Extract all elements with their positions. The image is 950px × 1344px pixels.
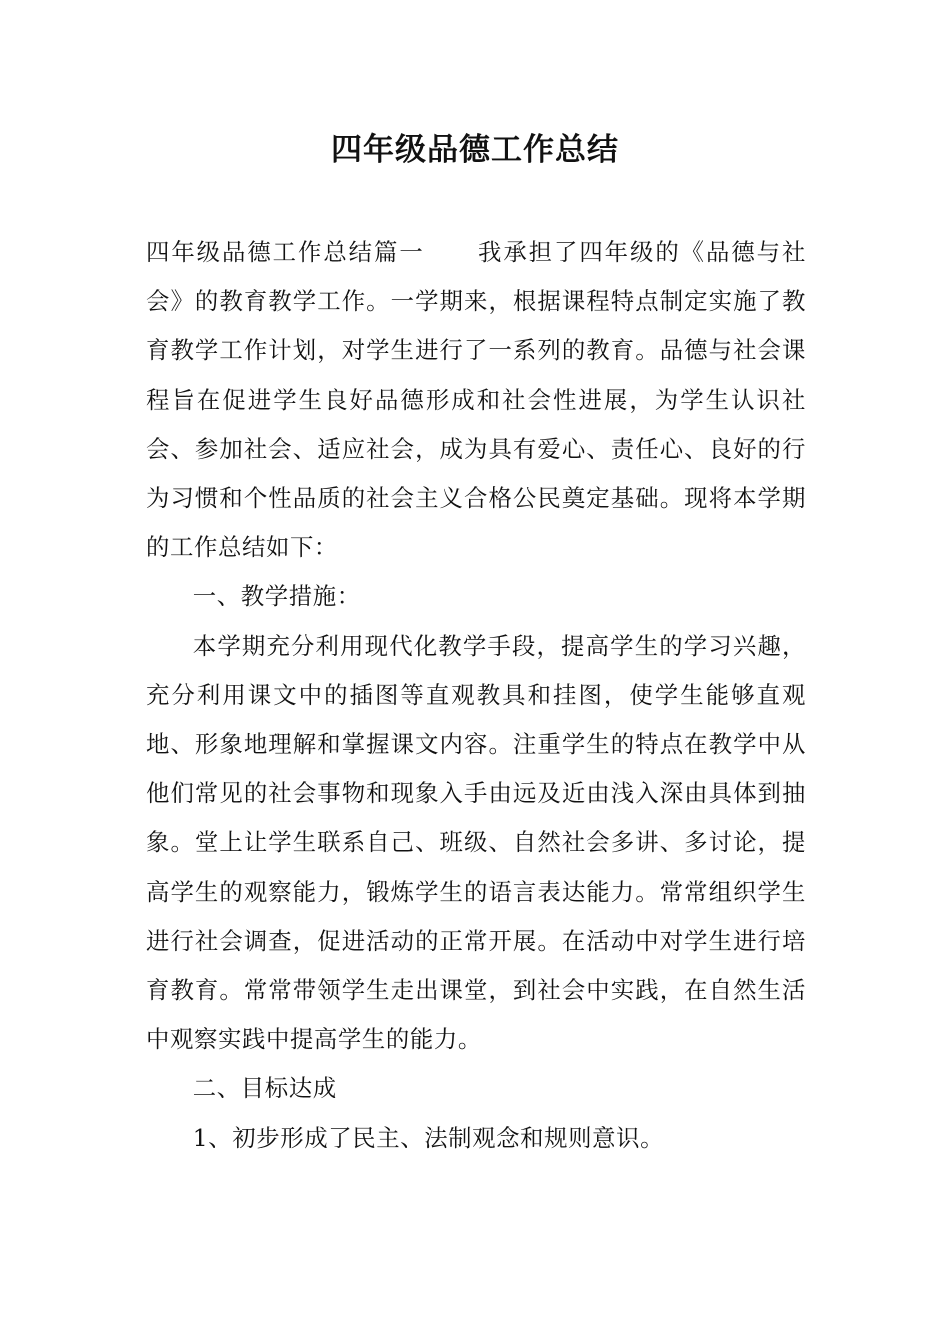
section2-heading: 二、目标达成 [192, 1074, 337, 1103]
document-body [146, 228, 806, 1163]
intro-text: 我承担了四年级的《品德与社会》的教育教学工作。一学期来，根据课程特点制定实施了教育教学工作计划，对学生进行了一系列的教育。品德与社会课程旨在促进学生良好品德形成和社会性进展，为学生认识社会、参加社会、适应社会，成为具有爱心、责任心、良好的行为习惯和个性品质的社会主义合格公民奠定基础。现将本学期的工作总结如下： [146, 238, 806, 562]
document-title: 四年级品德工作总结 [331, 132, 619, 168]
list-item: 1、初步形成了民主、法制观念和规则意识。 [192, 1123, 665, 1152]
intro-heading: 四年级品德工作总结篇一 [146, 238, 425, 266]
section1-heading: 一、教学措施： [192, 582, 361, 611]
intro-paragraph [146, 228, 806, 572]
section1-paragraph: 本学期充分利用现代化教学手段，提高学生的学习兴趣，充分利用课文中的插图等直观教具和挂图，使学生能够直观地、形象地理解和掌握课文内容。注重学生的特点在教学中从他们常见的社会事物和现象入手由远及近由浅入深由具体到抽象。堂上让学生联系自己、班级、自然社会多讲、多讨论，提高学生的观察能力，锻炼学生的语言表达能力。常常组织学生进行社会调查，促进活动的正常开展。在活动中对学生进行培育教育。常常带领学生走出课堂，到社会中实践，在自然生活中观察实践中提高学生的能力。 [146, 631, 806, 1054]
